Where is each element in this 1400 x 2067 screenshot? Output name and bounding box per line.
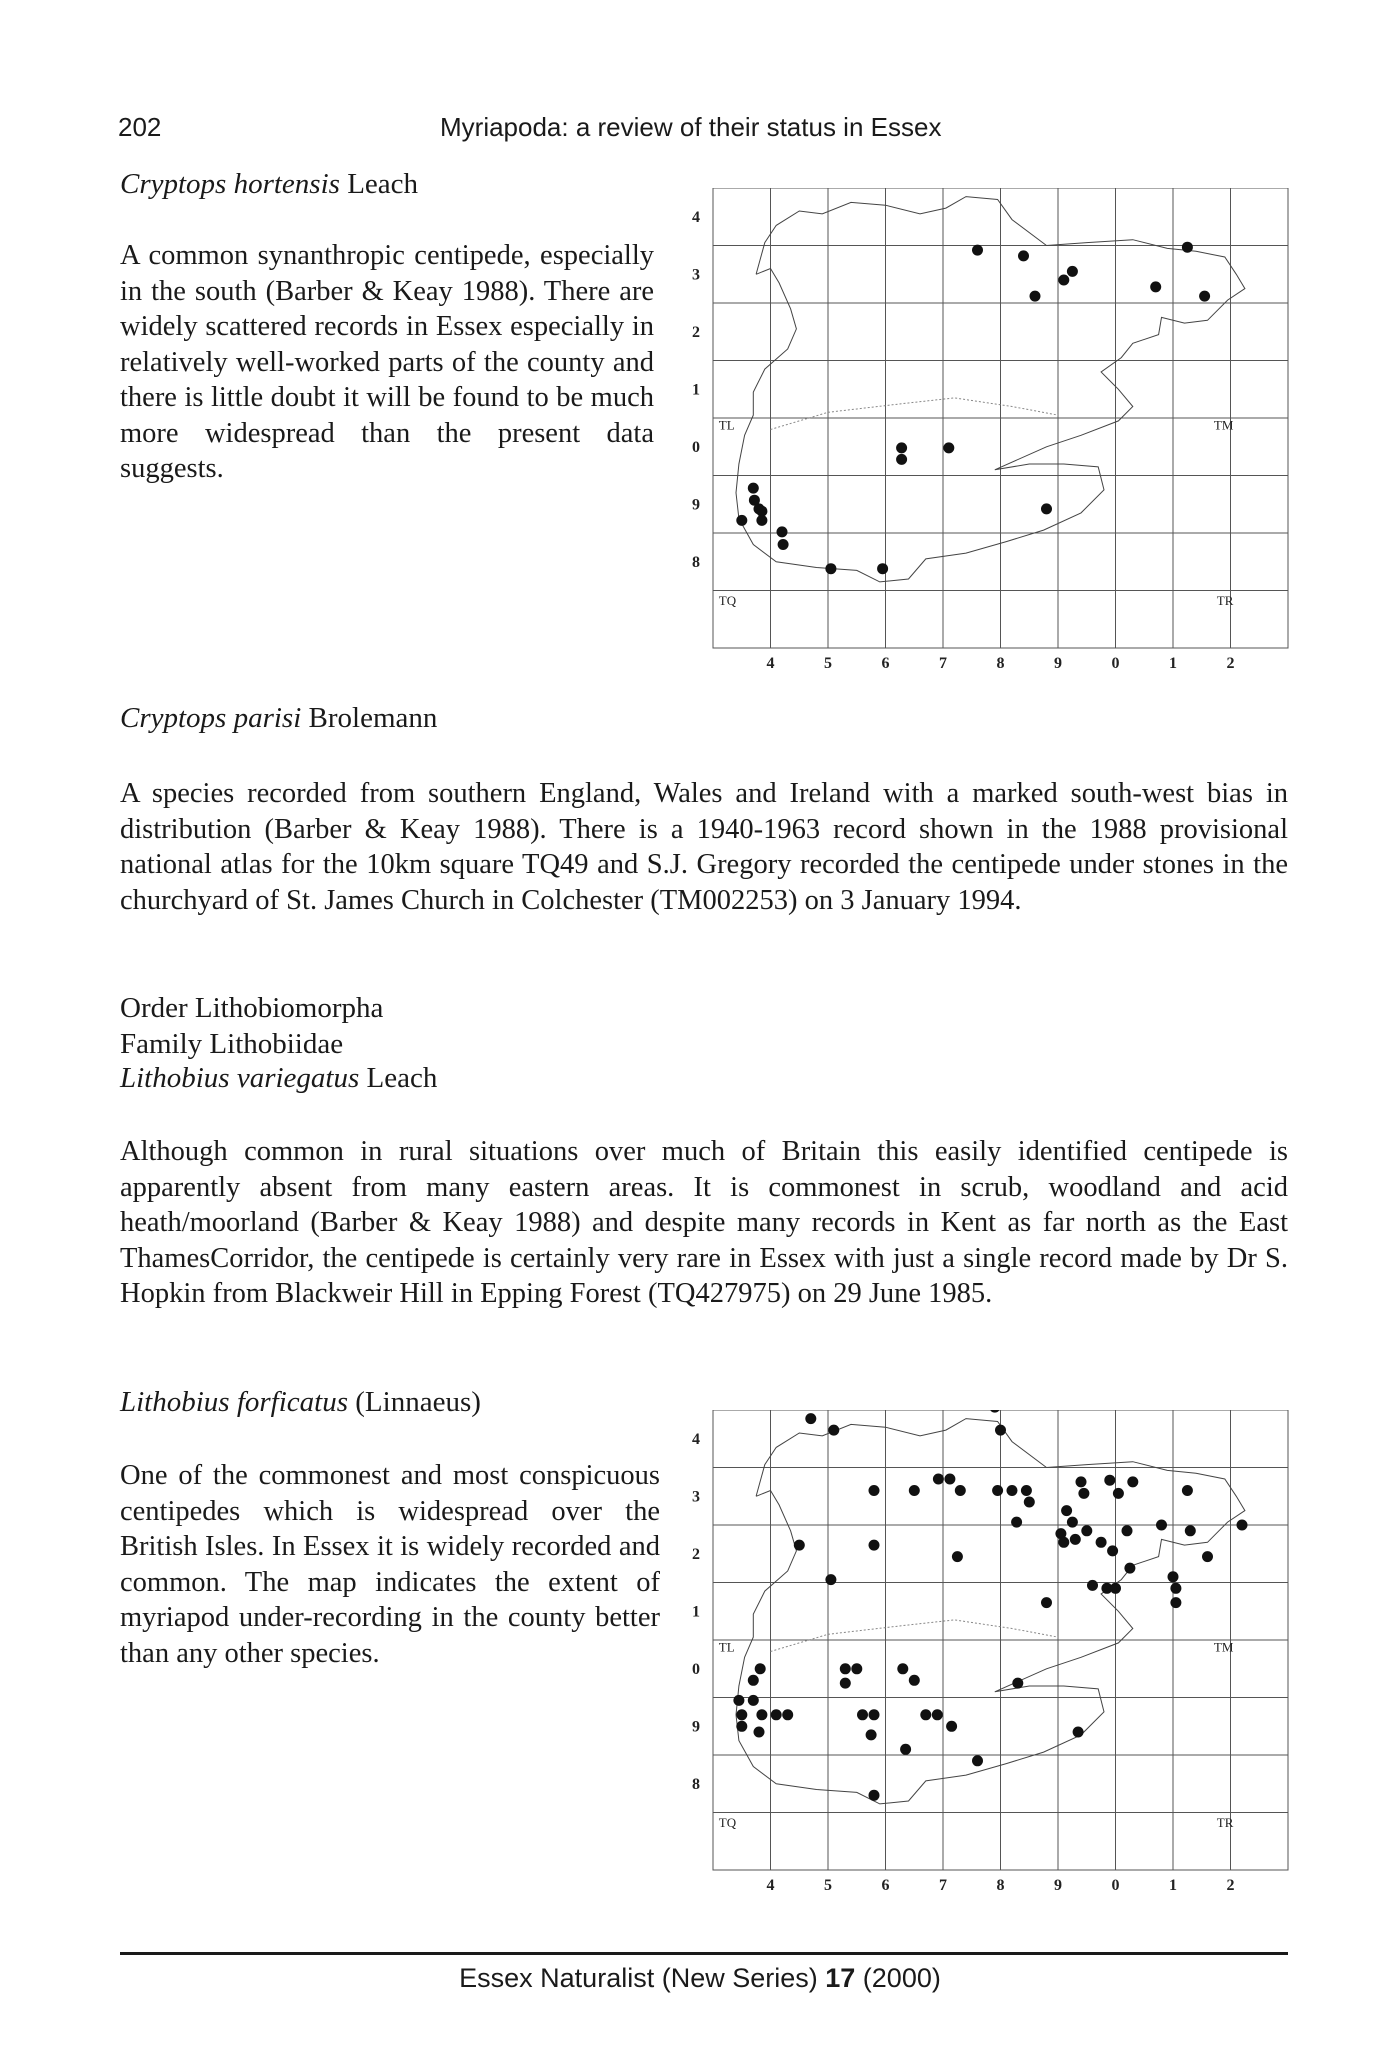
record-dot [869,1485,880,1496]
record-dot [909,1485,920,1496]
x-tick-label: 6 [881,1877,890,1890]
record-dot [1168,1571,1179,1582]
x-tick-label: 7 [939,655,947,668]
footer-rule [120,1952,1288,1955]
record-dot [1185,1525,1196,1536]
y-tick-label: 0 [692,438,700,456]
record-dot [771,1709,782,1720]
species-heading-cryptops-parisi [120,702,437,735]
record-dot [1122,1525,1133,1536]
record-dot [1104,1475,1115,1486]
record-dot [1110,1583,1121,1594]
vice-county-boundary [771,398,1059,430]
x-tick-label: 0 [1111,655,1120,668]
label-tr: TR [1216,1814,1234,1830]
record-dot [756,1709,767,1720]
county-outline [736,1419,1245,1804]
record-dot [733,1695,744,1706]
vice-county-boundary [771,1620,1059,1652]
record-dot [972,1755,983,1766]
record-dot [1127,1476,1138,1487]
record-dot [736,1709,747,1720]
x-tick-label: 0 [1111,1877,1120,1890]
record-dot [1150,281,1161,292]
order-heading: Order Lithobiomorpha [120,992,384,1024]
x-tick-label: 4 [766,655,775,668]
record-dot [869,1540,880,1551]
record-dot [840,1663,851,1674]
record-dot [1078,1488,1089,1499]
record-dot [777,526,788,537]
record-dot [1113,1488,1124,1499]
record-dot [909,1675,920,1686]
distribution-map-lithobius-forficatus [680,1410,1300,1890]
record-dot [866,1729,877,1740]
record-dot [1067,266,1078,277]
record-dot [943,442,954,453]
species-name: Cryptops parisi [120,702,302,734]
record-dot [1070,1534,1081,1545]
y-tick-label: 4 [692,208,700,226]
record-dot [1199,291,1210,302]
record-dot [748,1675,759,1686]
record-dot [1081,1525,1092,1536]
record-dot [1156,1520,1167,1531]
record-dot [1007,1485,1018,1496]
species-authority: Brolemann [308,702,438,734]
y-tick-label: 8 [692,553,700,571]
record-dot [896,442,907,453]
record-dot [1011,1517,1022,1528]
page-number: 202 [118,112,162,142]
label-tq: TQ [718,1814,737,1830]
record-dot [794,1540,805,1551]
record-dot [1012,1678,1023,1689]
record-dot [1237,1520,1248,1531]
y-tick-label: 3 [692,1488,700,1506]
record-dot [736,515,747,526]
paragraph-cryptops-parisi: A species recorded from southern England, Wales and Ireland with a marked south-west bias in distribution (Barber & Keay 1988). There is a 1940-1963 record shown in the 1988 provisional national atlas for the 10km square TQ49 and S.J. Gregory recorded the centipede under stones in the churchyard of St. James Church in Colchester (TM002253) on 3 January 1994. [120,778,1288,916]
footer-citation: Essex Naturalist (New Series) 17 (2000) [459,1963,941,1993]
x-tick-label: 2 [1226,1877,1235,1890]
record-dot [1058,275,1069,286]
x-tick-label: 7 [939,1877,947,1890]
record-dot [1041,1597,1052,1608]
y-tick-label: 8 [692,1775,700,1793]
y-tick-label: 2 [692,1545,700,1563]
label-tm: TM [1213,1639,1234,1655]
y-tick-label: 4 [692,1430,700,1448]
record-dot [1202,1551,1213,1562]
record-dot [805,1413,816,1424]
record-dot [1067,1517,1078,1528]
species-heading-cryptops-hortensis [120,168,418,201]
label-tr: TR [1216,592,1234,608]
record-dot [828,1425,839,1436]
paragraph-lithobius-forficatus: One of the commonest and most conspicuous centipedes which is widespread over the British Isles. In Essex it is widely recorded and common. The map indicates the extent of myriapod under-recording in the county better than any other species. [120,1460,660,1669]
record-dot [1087,1580,1098,1591]
species-authority: (Linnaeus) [355,1386,481,1418]
distribution-map-cryptops-hortensis [680,188,1300,668]
record-dot [754,1727,765,1738]
record-dot [946,1721,957,1732]
record-dot [955,1485,966,1496]
record-dot [1041,503,1052,514]
grid-lines [713,188,1288,648]
record-dot [944,1474,955,1485]
x-tick-label: 8 [996,1877,1005,1890]
record-dot [748,1695,759,1706]
species-heading-lithobius-forficatus [120,1386,481,1419]
record-dot [1182,1485,1193,1496]
record-dot [840,1678,851,1689]
record-dot [778,539,789,550]
county-outline [736,197,1245,582]
grid-lines [713,1410,1288,1870]
species-authority: Leach [366,1062,438,1094]
x-tick-label: 5 [824,655,832,668]
paragraph-cryptops-hortensis: A common synanthropic centipede, especially in the south (Barber & Keay 1988). There are widely scattered records in Essex especially in relatively well-worked parts of the county and there is little doubt it will be found to be much more widespread than the present data suggests. [120,240,654,484]
label-tm: TM [1213,417,1234,433]
record-dot [782,1709,793,1720]
paragraph-lithobius-variegatus: Although common in rural situations over much of Britain this easily identified centipede is apparently absent from many eastern areas. It is commonest in scrub, woodland and acid heath/moorland (Barber & Keay 1988) and despite many records in Kent as far north as the East ThamesCorridor, the centipede is certainly very rare in Essex with just a single record made by Dr S. Hopkin from Blackweir Hill in Epping Forest (TQ427975) on 29 June 1985. [120,1136,1288,1309]
record-dot [869,1790,880,1801]
record-dot [1124,1563,1135,1574]
y-tick-label: 2 [692,323,700,341]
record-dot [920,1709,931,1720]
record-dot [1018,250,1029,261]
label-tq: TQ [718,592,737,608]
record-dot [1096,1537,1107,1548]
x-tick-label: 9 [1054,1877,1062,1890]
record-dot [1182,242,1193,253]
species-name: Lithobius variegatus [120,1062,360,1094]
record-dot [932,1709,943,1720]
y-tick-label: 9 [692,1718,700,1736]
x-tick-label: 1 [1169,1877,1177,1890]
record-dot [896,454,907,465]
record-dot [736,1721,747,1732]
record-dot [900,1744,911,1755]
record-dot [952,1551,963,1562]
y-tick-label: 1 [692,1603,700,1621]
record-dot [825,563,836,574]
record-dot [825,1574,836,1585]
record-dot [755,1663,766,1674]
label-tl: TL [718,1639,735,1655]
record-dot [1170,1597,1181,1608]
record-dot [989,1410,1000,1413]
label-tl: TL [718,417,735,433]
record-dot [1058,1537,1069,1548]
record-dot [1107,1545,1118,1556]
record-dot [1076,1476,1087,1487]
record-dot [897,1663,908,1674]
record-dot [1170,1583,1181,1594]
x-tick-label: 9 [1054,655,1062,668]
family-heading: Family Lithobiidae [120,1028,344,1060]
record-dot [851,1663,862,1674]
x-tick-label: 5 [824,1877,832,1890]
record-dot [877,563,888,574]
x-tick-label: 2 [1226,655,1235,668]
record-dot [857,1709,868,1720]
record-dot [748,483,759,494]
record-dot [756,515,767,526]
record-dot [992,1485,1003,1496]
y-tick-label: 3 [692,266,700,284]
species-heading-lithobius-variegatus [120,1062,437,1095]
y-tick-label: 9 [692,496,700,514]
species-name: Lithobius forficatus [120,1386,349,1418]
record-dot [1021,1485,1032,1496]
record-dot [972,245,983,256]
x-tick-label: 8 [996,655,1005,668]
record-dot [1030,291,1041,302]
x-tick-label: 1 [1169,655,1177,668]
species-name: Cryptops hortensis [120,168,340,200]
running-title: Myriapoda: a review of their status in Essex [440,112,942,142]
record-dot [1073,1727,1084,1738]
x-tick-label: 6 [881,655,890,668]
species-authority: Leach [347,168,419,200]
record-dot [869,1709,880,1720]
x-tick-label: 4 [766,1877,775,1890]
y-tick-label: 1 [692,381,700,399]
record-dot [1061,1505,1072,1516]
record-dot [933,1474,944,1485]
record-dot [995,1425,1006,1436]
y-tick-label: 0 [692,1660,700,1678]
record-dot [1024,1497,1035,1508]
